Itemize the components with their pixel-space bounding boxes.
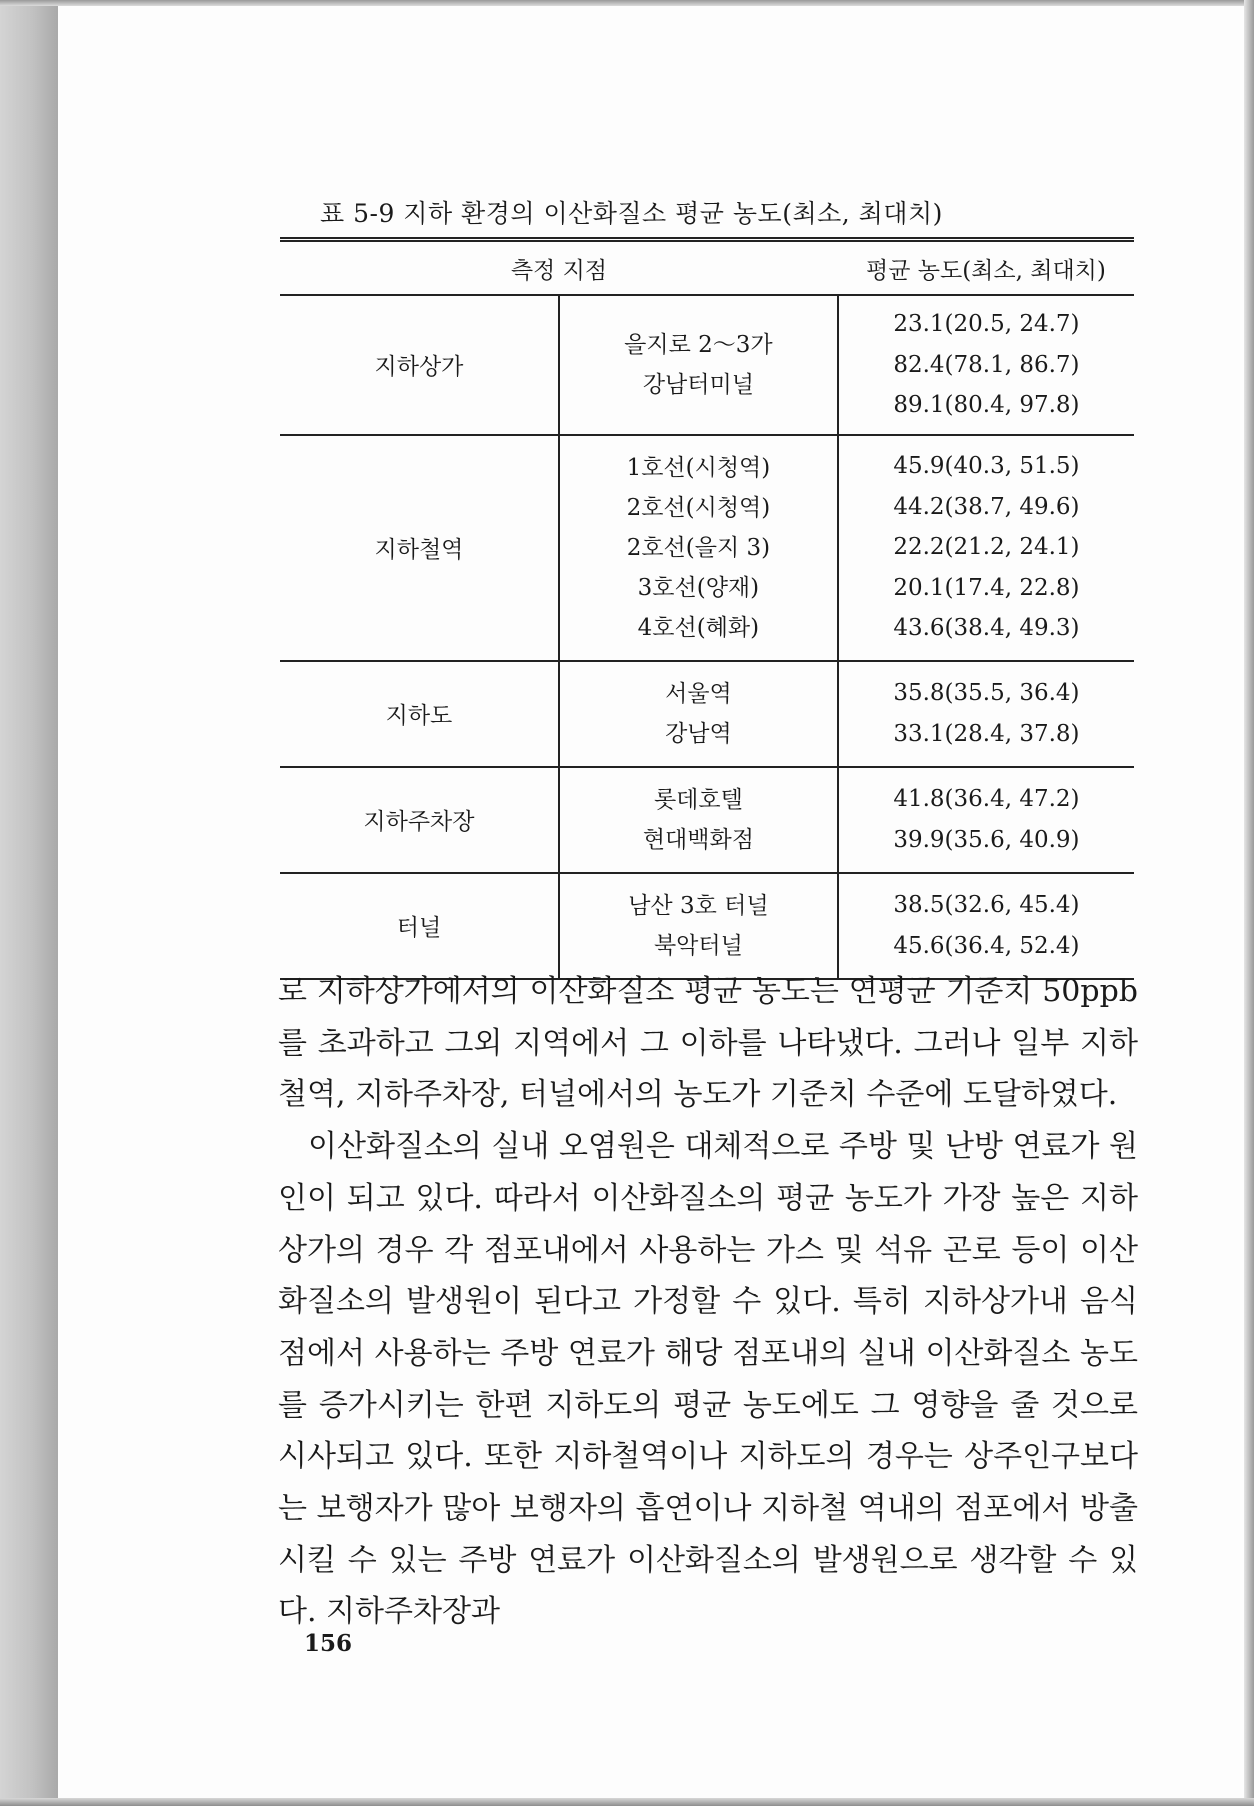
site-cell: [559, 767, 838, 873]
table-row: [280, 767, 1134, 873]
category-cell: 지하철역: [280, 435, 559, 661]
value: 82.4(78.1, 86.7): [893, 351, 1080, 378]
value: 22.2(21.2, 24.1): [893, 534, 1080, 561]
table-row: [280, 295, 1134, 435]
site-cell: [559, 661, 838, 767]
value: 35.8(35.5, 36.4): [893, 680, 1080, 706]
table-row: [280, 435, 1134, 661]
paragraph: 이산화질소의 실내 오염원은 대체적으로 주방 및 난방 연료가 원인이 되고 있다. 따라서 이산화질소의 평균 농도가 가장 높은 지하상가의 경우 각 점포내에서 사용하는 가스 및 석유 곤로 등이 이산화질소의 발생원이 된다고 가정할 수 있다. 특히 지하상가내 음식점에서 사용하는 주방 연료가 해당 점포내의 실내 이산화질소 농도를 증가시키는 한편 지하도의 평균 농도에도 그 영향을 줄 것으로 시사되고 있다. 또한 지하철역이나 지하도의 경우는 상주인구보다는 보행자가 많아 보행자의 흡연이나 지하철 역내의 점포에서 방출시킬 수 있는 주방 연료가 이산화질소의 발생원으로 생각할 수 있다. 지하주차장과: [278, 1129, 1138, 1630]
value: 39.9(35.6, 40.9): [893, 826, 1080, 853]
value: 20.1(17.4, 22.8): [893, 574, 1080, 601]
category-cell: 터널: [280, 873, 559, 979]
value: 45.9(40.3, 51.5): [893, 453, 1080, 480]
site-cell: [559, 435, 838, 661]
value: 44.2(38.7, 49.6): [893, 493, 1080, 520]
value-cell: [838, 435, 1134, 661]
value: 23.1(20.5, 24.7): [893, 311, 1080, 337]
value: 38.5(32.6, 45.4): [893, 892, 1080, 918]
table-row: [280, 873, 1134, 979]
value: 45.6(36.4, 52.4): [893, 932, 1080, 959]
value-cell: [838, 295, 1134, 435]
header-site: 측정 지점: [280, 240, 838, 296]
site-name: 강남역: [665, 720, 732, 747]
site-name: 서울역: [665, 680, 732, 707]
site-name: 을지로 2～3가: [624, 331, 773, 358]
value: 43.6(38.4, 49.3): [893, 615, 1080, 642]
value: 89.1(80.4, 97.8): [893, 392, 1080, 418]
header-value: 평균 농도(최소, 최대치): [838, 240, 1134, 296]
book-edge-left: [0, 0, 58, 1806]
site-name: 남산 3호 터널: [628, 892, 769, 919]
table-caption: 표 5-9 지하 환경의 이산화질소 평균 농도(최소, 최대치): [320, 199, 943, 228]
site-name: 3호선(양재): [637, 574, 760, 601]
page-number: 156: [304, 1630, 353, 1657]
site-cell: [559, 295, 838, 435]
site-name: 강남터미널: [642, 371, 754, 398]
category-cell: 지하도: [280, 661, 559, 767]
site-name: 현대백화점: [642, 826, 754, 853]
site-name: 북악터널: [653, 932, 743, 959]
paragraph: 로 지하상가에서의 이산화질소 평균 농도는 연평균 기준치 50ppb를 초과하고 그외 지역에서 그 이하를 나타냈다. 그러나 일부 지하철역, 지하주차장, 터널에서의 농도가 기준치 수준에 도달하였다.: [278, 974, 1138, 1113]
book-edge-right: [1244, 0, 1254, 1806]
book-edge-bottom: [0, 1798, 1254, 1806]
site-cell: [559, 873, 838, 979]
category-cell: 지하주차장: [280, 767, 559, 873]
table-header-row: [280, 240, 1134, 296]
site-name: 4호선(혜화): [637, 614, 760, 641]
category-cell: 지하상가: [280, 295, 559, 435]
value-cell: [838, 873, 1134, 979]
table-row: [280, 661, 1134, 767]
value-cell: [838, 661, 1134, 767]
site-name: 롯데호텔: [653, 786, 743, 813]
value: 33.1(28.4, 37.8): [893, 720, 1080, 747]
site-name: 2호선(을지 3): [626, 534, 771, 561]
site-name: 2호선(시청역): [626, 494, 771, 521]
value-cell: [838, 767, 1134, 873]
concentration-table: [280, 237, 1134, 980]
value: 41.8(36.4, 47.2): [893, 786, 1080, 812]
body-text: [278, 966, 1138, 1638]
site-name: 1호선(시청역): [626, 454, 771, 481]
